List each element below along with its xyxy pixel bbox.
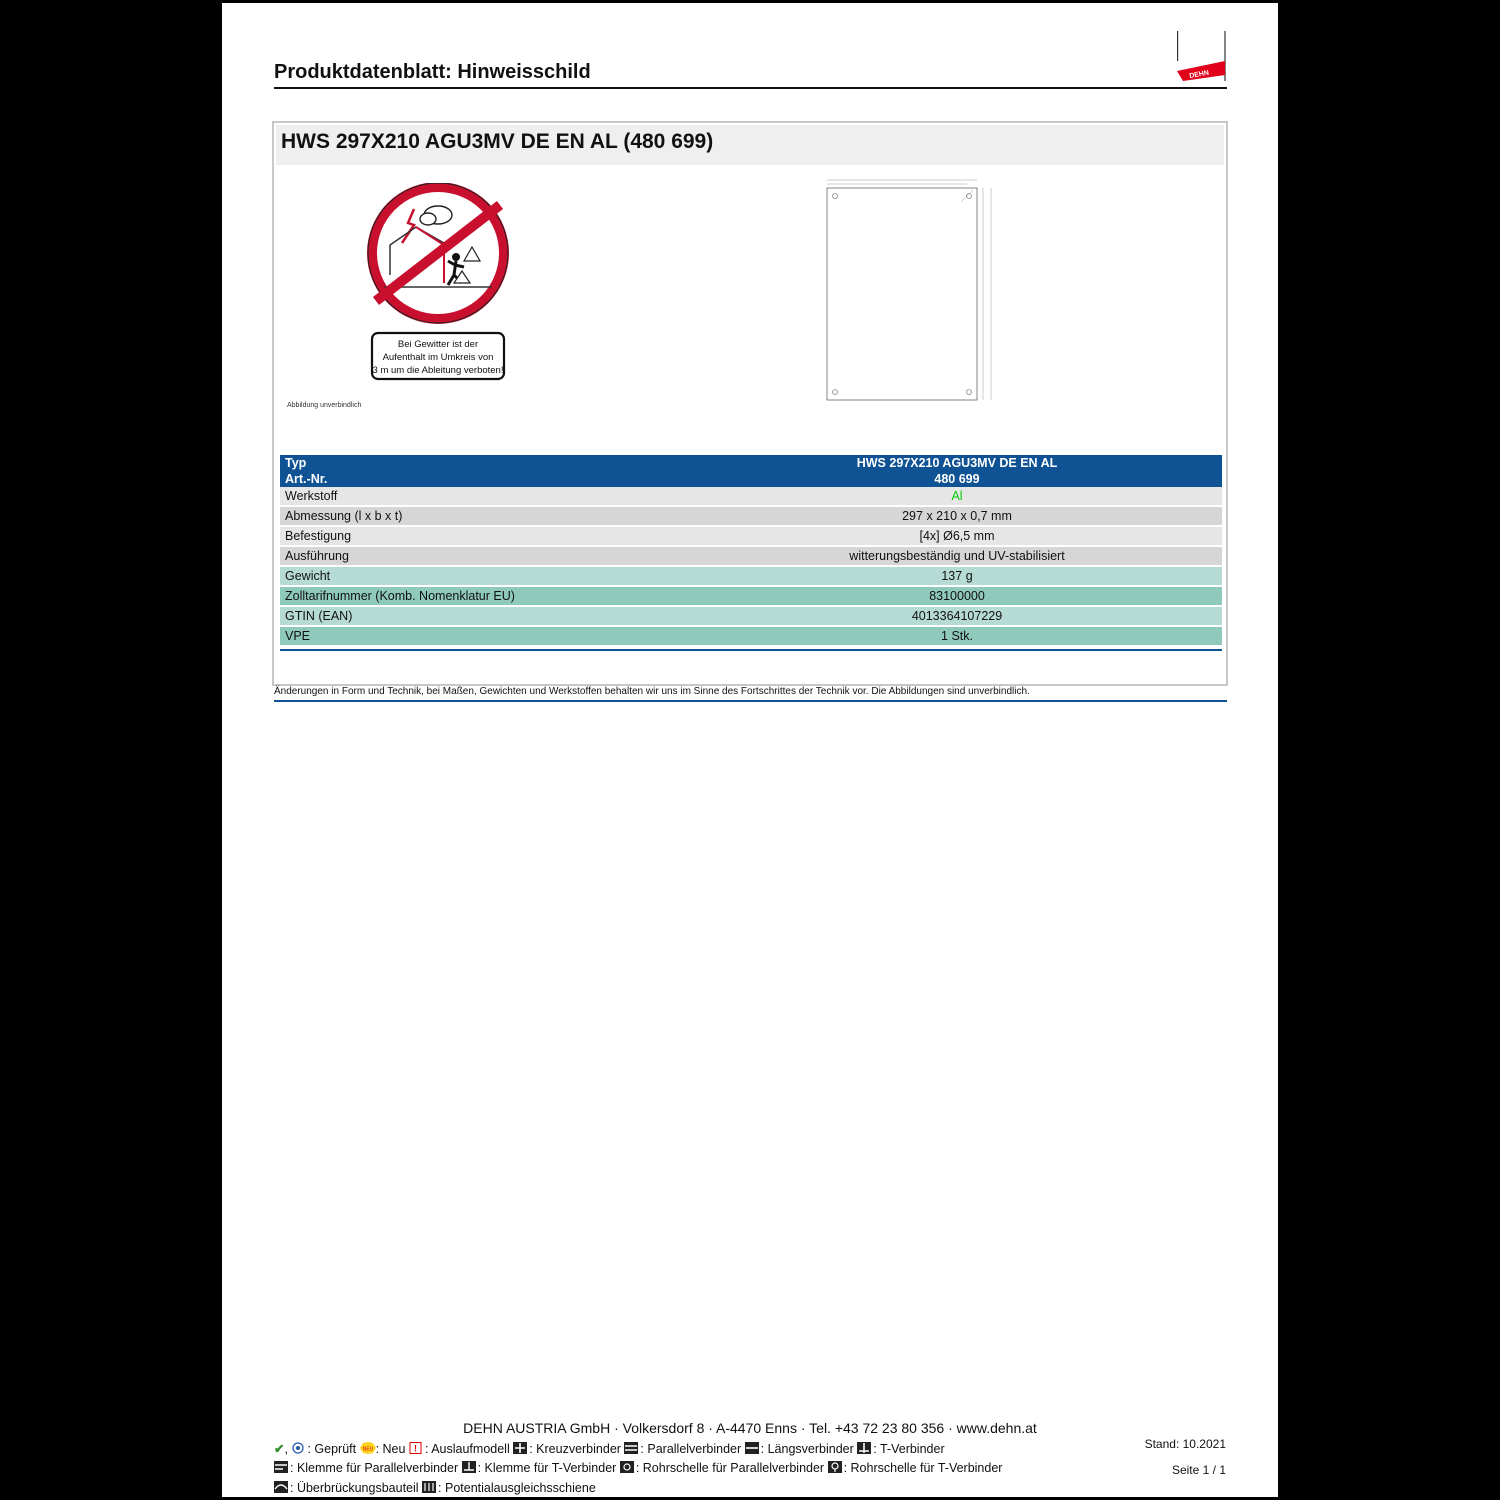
row-value: witterungsbeständig und UV-stabilisiert	[692, 547, 1222, 567]
row-label: Abmessung (l x b x t)	[280, 507, 692, 527]
row-label: VPE	[280, 627, 692, 647]
svg-text:!: !	[413, 1443, 417, 1454]
title-divider	[274, 87, 1227, 89]
legend-text: : Klemme für T-Verbinder	[477, 1461, 617, 1475]
bridging-component-icon	[274, 1481, 288, 1493]
company-address: DEHN AUSTRIA GmbH · Volkersdorf 8 · A-4470 Enns · Tel. +43 72 23 80 356 · www.dehn.at	[463, 1420, 1037, 1436]
legend-line-3	[274, 1481, 596, 1495]
logo-text: DEHN	[1188, 69, 1210, 81]
cross-connector-icon	[513, 1442, 527, 1454]
legend-text: : Parallelverbinder	[640, 1442, 742, 1456]
legend-text: : Auslaufmodell	[424, 1442, 510, 1456]
check-icon: ✔	[274, 1442, 285, 1456]
table-row	[280, 487, 1222, 507]
type-value: HWS 297X210 AGU3MV DE EN AL	[692, 455, 1222, 471]
verified-seal-icon	[291, 1442, 305, 1454]
product-title: HWS 297X210 AGU3MV DE EN AL (480 699)	[281, 130, 714, 153]
discontinued-icon	[409, 1442, 423, 1454]
technical-drawing	[815, 174, 995, 406]
product-panel	[272, 121, 1228, 686]
table-row	[280, 627, 1222, 647]
legend-line-2	[274, 1461, 1002, 1475]
table-row	[280, 547, 1222, 567]
warning-sign-image	[364, 183, 512, 383]
new-badge-icon	[360, 1442, 374, 1454]
parallel-connector-icon	[624, 1442, 638, 1454]
table-row	[280, 507, 1222, 527]
table-header-row	[280, 455, 1222, 471]
t-connector-icon	[857, 1442, 871, 1454]
type-label: Typ	[280, 455, 692, 471]
table-bottom-rule	[280, 649, 1222, 651]
row-label: Ausführung	[280, 547, 692, 567]
article-number-label: Art.-Nr.	[280, 471, 692, 487]
legend-text: : Neu	[375, 1442, 406, 1456]
svg-text:NEU: NEU	[362, 1446, 373, 1453]
legend-text: : Längsverbinder	[760, 1442, 854, 1456]
legend-text: : Klemme für Parallelverbinder	[290, 1461, 459, 1475]
equipotential-bar-icon	[422, 1481, 436, 1493]
article-number-value: 480 699	[692, 471, 1222, 487]
sign-text-line3: 3 m um die Ableitung verboten!	[372, 365, 504, 376]
row-value: 137 g	[692, 567, 1222, 587]
legend-text: : Rohrschelle für T-Verbinder	[843, 1461, 1003, 1475]
clamp-parallel-icon	[274, 1461, 288, 1473]
legend-text: : Potentialausgleichsschiene	[438, 1481, 596, 1495]
spec-table	[280, 455, 1222, 647]
page-number: Seite 1 / 1	[1171, 1463, 1226, 1477]
sign-text-line2: Aufenthalt im Umkreis von	[382, 352, 494, 363]
row-label: Zolltarifnummer (Komb. Nomenklatur EU)	[280, 587, 692, 607]
legend-text: : T-Verbinder	[873, 1442, 945, 1456]
row-value: 4013364107229	[692, 607, 1222, 627]
clamp-t-icon	[462, 1461, 476, 1473]
longitudinal-connector-icon	[745, 1442, 759, 1454]
table-row	[280, 607, 1222, 627]
product-header-bar	[276, 125, 1224, 165]
material-value: Al	[692, 487, 1222, 507]
table-row	[280, 587, 1222, 607]
page-title: Produktdatenblatt: Hinweisschild	[274, 61, 591, 83]
table-header-row	[280, 471, 1222, 487]
row-value: 297 x 210 x 0,7 mm	[692, 507, 1222, 527]
row-value: 83100000	[692, 587, 1222, 607]
legend-line-1	[274, 1441, 945, 1456]
legend-text: ,	[284, 1442, 288, 1456]
table-row	[280, 567, 1222, 587]
pipe-clamp-t-icon	[828, 1461, 842, 1473]
legend-text: : Geprüft	[307, 1442, 357, 1456]
pipe-clamp-parallel-icon	[620, 1461, 634, 1473]
row-label: GTIN (EAN)	[280, 607, 692, 627]
row-value: 1 Stk.	[692, 627, 1222, 647]
row-label: Werkstoff	[280, 487, 692, 507]
disclaimer-text: Änderungen in Form und Technik, bei Maßen, Gewichten und Werkstoffen behalten wir uns im Sinne des Fortschrittes der Technik vor. Die Abbildungen sind unverbindlich.	[274, 686, 1030, 697]
dehn-logo	[1177, 31, 1227, 81]
row-value: [4x] Ø6,5 mm	[692, 527, 1222, 547]
revision-date: Stand: 10.2021	[1144, 1437, 1226, 1451]
table-row	[280, 527, 1222, 547]
legend-text: : Überbrückungsbauteil	[290, 1481, 419, 1495]
image-caption: Abbildung unverbindlich	[287, 402, 362, 409]
row-label: Befestigung	[280, 527, 692, 547]
legend-text: : Rohrschelle für Parallelverbinder	[635, 1461, 825, 1475]
row-label: Gewicht	[280, 567, 692, 587]
legend-text: : Kreuzverbinder	[529, 1442, 621, 1456]
datasheet-page	[222, 3, 1278, 1497]
disclaimer-divider	[274, 700, 1227, 702]
sign-text-line1: Bei Gewitter ist der	[397, 339, 479, 350]
